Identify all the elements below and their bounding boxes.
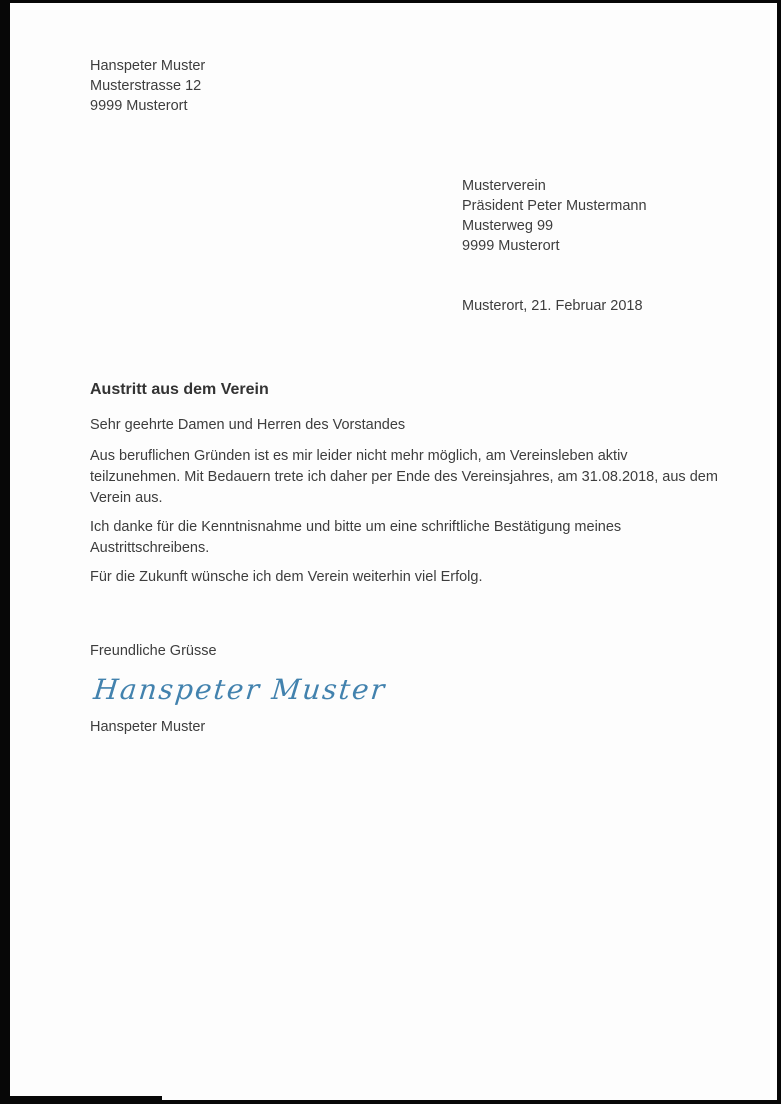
recipient-address-block [462,176,647,256]
body-paragraph: Ich danke für die Kenntnisnahme und bitte um eine schriftliche Bestätigung meines Austrittschreibens. [90,519,622,556]
recipient-organization: Musterverein [462,178,546,194]
sender-name: Hanspeter Muster [90,58,206,74]
recipient-street: Musterweg 99 [462,218,554,234]
recipient-person: Präsident Peter Mustermann [462,198,647,214]
date-line: Musterort, 21. Februar 2018 [462,298,643,314]
letter-page [10,3,777,1100]
subject-line: Austritt aus dem Verein [90,381,269,398]
body-paragraph: Für die Zukunft wünsche ich dem Verein weiterhin viel Erfolg. [90,569,483,585]
page-bottom-edge-bar [0,1096,162,1104]
closing-phrase: Freundliche Grüsse [90,643,217,659]
signer-typed-name: Hanspeter Muster [90,719,206,735]
body-paragraph: Aus beruflichen Gründen ist es mir leider nicht mehr möglich, am Vereinsleben aktiv teilzunehmen. Mit Bedauern trete ich daher per Ende des Vereinsjahres, am 31.08.2018, aus dem Verein aus. [90,448,718,506]
sender-street: Musterstrasse 12 [90,78,202,94]
handwritten-signature: Hanspeter Muster [92,673,388,706]
sender-city: 9999 Musterort [90,98,188,114]
salutation: Sehr geehrte Damen und Herren des Vorstandes [90,417,406,433]
recipient-city: 9999 Musterort [462,238,560,254]
sender-address-block [90,56,205,116]
